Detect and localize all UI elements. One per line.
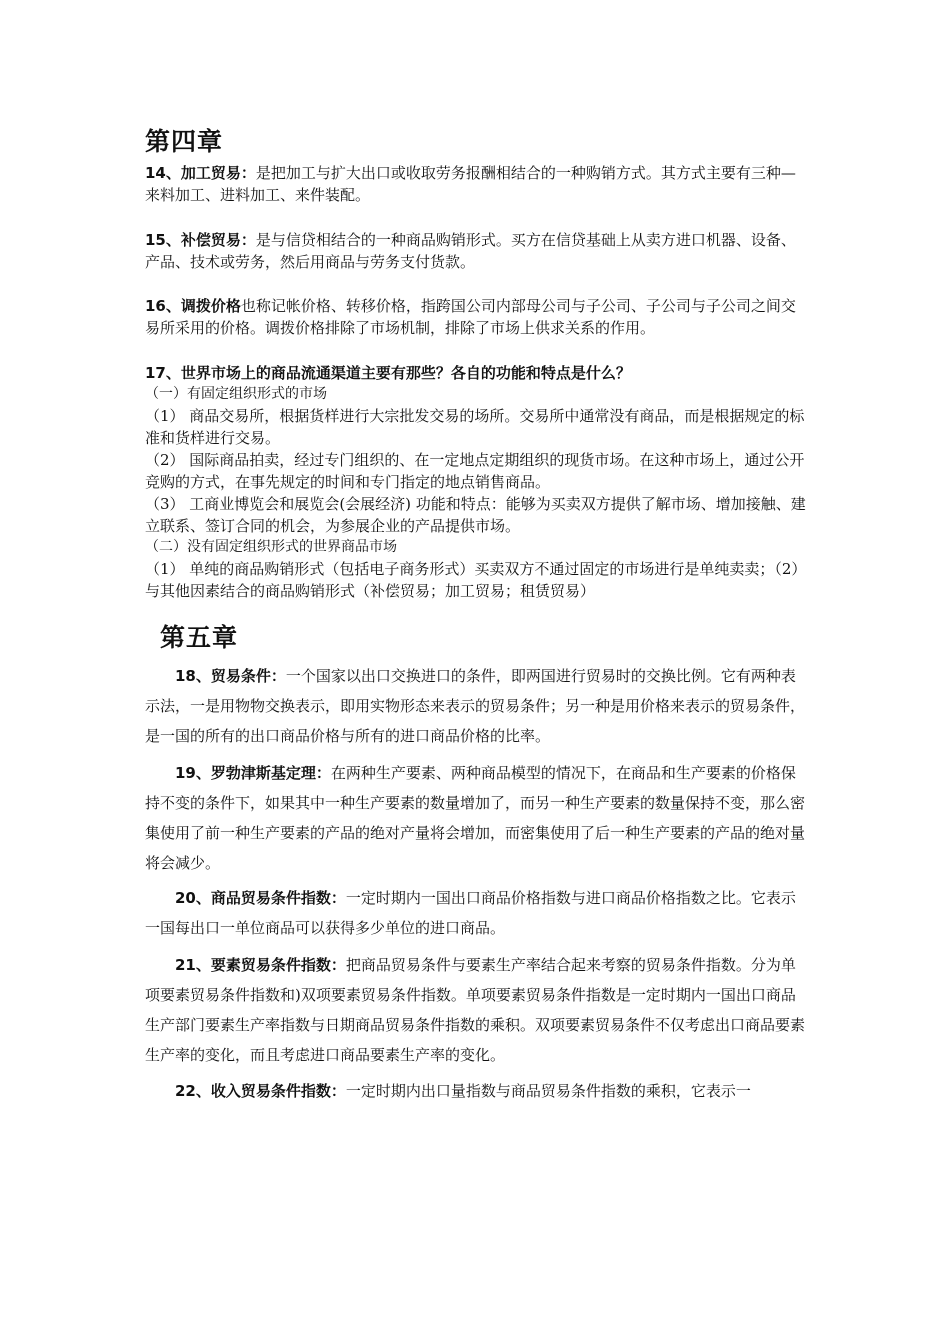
item-18 <box>145 661 807 751</box>
item-16 <box>145 295 807 339</box>
term-22: 22、收入贸易条件指数： <box>175 1082 346 1100</box>
def-22: 一定时期内出口量指数与商品贸易条件指数的乘积，它表示一 <box>345 1082 751 1100</box>
term-19: 19、罗勃津斯基定理： <box>175 764 331 782</box>
term-18: 18、贸易条件： <box>175 667 286 685</box>
def-15: 是与信贷相结合的一种商品购销形式。买方在信贷基础上从卖方进口机器、设备、产品、技术或劳务，然后用商品与劳务支付货款。 <box>145 231 796 271</box>
item-15 <box>145 229 807 273</box>
term-20: 20、商品贸易条件指数： <box>175 889 346 907</box>
def-16: 也称记帐价格、转移价格，指跨国公司内部母公司与子公司、子公司与子公司之间交易所采用的价格。调拨价格排除了市场机制，排除了市场上供求关系的作用。 <box>145 297 796 337</box>
para-expo: （3） 工商业博览会和展览会(会展经济) 功能和特点：能够为买卖双方提供了解市场、增加接触、建立联系、签订合同的机会，为参展企业的产品提供市场。 <box>145 495 806 535</box>
question-17: 17、世界市场上的商品流通渠道主要有那些？各自的功能和特点是什么？ <box>145 364 631 382</box>
def-19: 在两种生产要素、两种商品模型的情况下，在商品和生产要素的价格保持不变的条件下，如果其中一种生产要素的数量增加了，而另一种生产要素的数量保持不变，那么密集使用了前一种生产要素的产品的绝对产量将会增加，而密集使用了后一种生产要素的产品的绝对量将会减少。 <box>145 764 806 872</box>
section-nonfixed-market: （二）没有固定组织形式的世界商品市场 <box>145 539 397 555</box>
term-16: 16、调拨价格 <box>145 297 241 315</box>
term-21: 21、要素贸易条件指数： <box>175 956 346 974</box>
item-22 <box>145 1076 807 1106</box>
item-19 <box>145 758 807 878</box>
para-auction: （2） 国际商品拍卖，经过专门组织的、在一定地点定期组织的现货市场。在这种市场上，通过公开竞购的方式，在事先规定的时间和专门指定的地点销售商品。 <box>145 451 805 491</box>
chapter-5-title: 第五章 <box>160 623 239 652</box>
item-20 <box>145 883 807 943</box>
item-14 <box>145 162 807 206</box>
def-14: 是把加工与扩大出口或收取劳务报酬相结合的一种购销方式。其方式主要有三种—来料加工、进料加工、来件装配。 <box>145 164 796 204</box>
item-17 <box>145 362 807 602</box>
para-purchase-forms: （1） 单纯的商品购销形式（包括电子商务形式）买卖双方不通过固定的市场进行是单纯卖卖；（2）与其他因素结合的商品购销形式（补偿贸易；加工贸易；租赁贸易） <box>145 560 807 600</box>
chapter-4-title: 第四章 <box>145 127 224 156</box>
term-15: 15、补偿贸易： <box>145 231 256 249</box>
def-20: 一定时期内一国出口商品价格指数与进口商品价格指数之比。它表示一国每出口一单位商品可以获得多少单位的进口商品。 <box>145 889 796 937</box>
def-18: 一个国家以出口交换进口的条件，即两国进行贸易时的交换比例。它有两种表示法，一是用物物交换表示，即用实物形态来表示的贸易条件；另一种是用价格来表示的贸易条件，是一国的所有的出口商品价格与所有的进口商品价格的比率。 <box>145 667 806 745</box>
item-21 <box>145 950 807 1070</box>
section-fixed-market: （一）有固定组织形式的市场 <box>145 386 327 402</box>
term-14: 14、加工贸易： <box>145 164 256 182</box>
def-21: 把商品贸易条件与要素生产率结合起来考察的贸易条件指数。分为单项要素贸易条件指数和)双项要素贸易条件指数。单项要素贸易条件指数是一定时期内一国出口商品生产部门要素生产率指数与日期商品贸易条件指数的乘积。双项要素贸易条件不仅考虑出口商品要素生产率的变化，而且考虑进口商品要素生产率的变化。 <box>145 956 806 1064</box>
para-exchange: （1） 商品交易所，根据货样进行大宗批发交易的场所。交易所中通常没有商品，而是根据规定的标准和货样进行交易。 <box>145 407 805 447</box>
